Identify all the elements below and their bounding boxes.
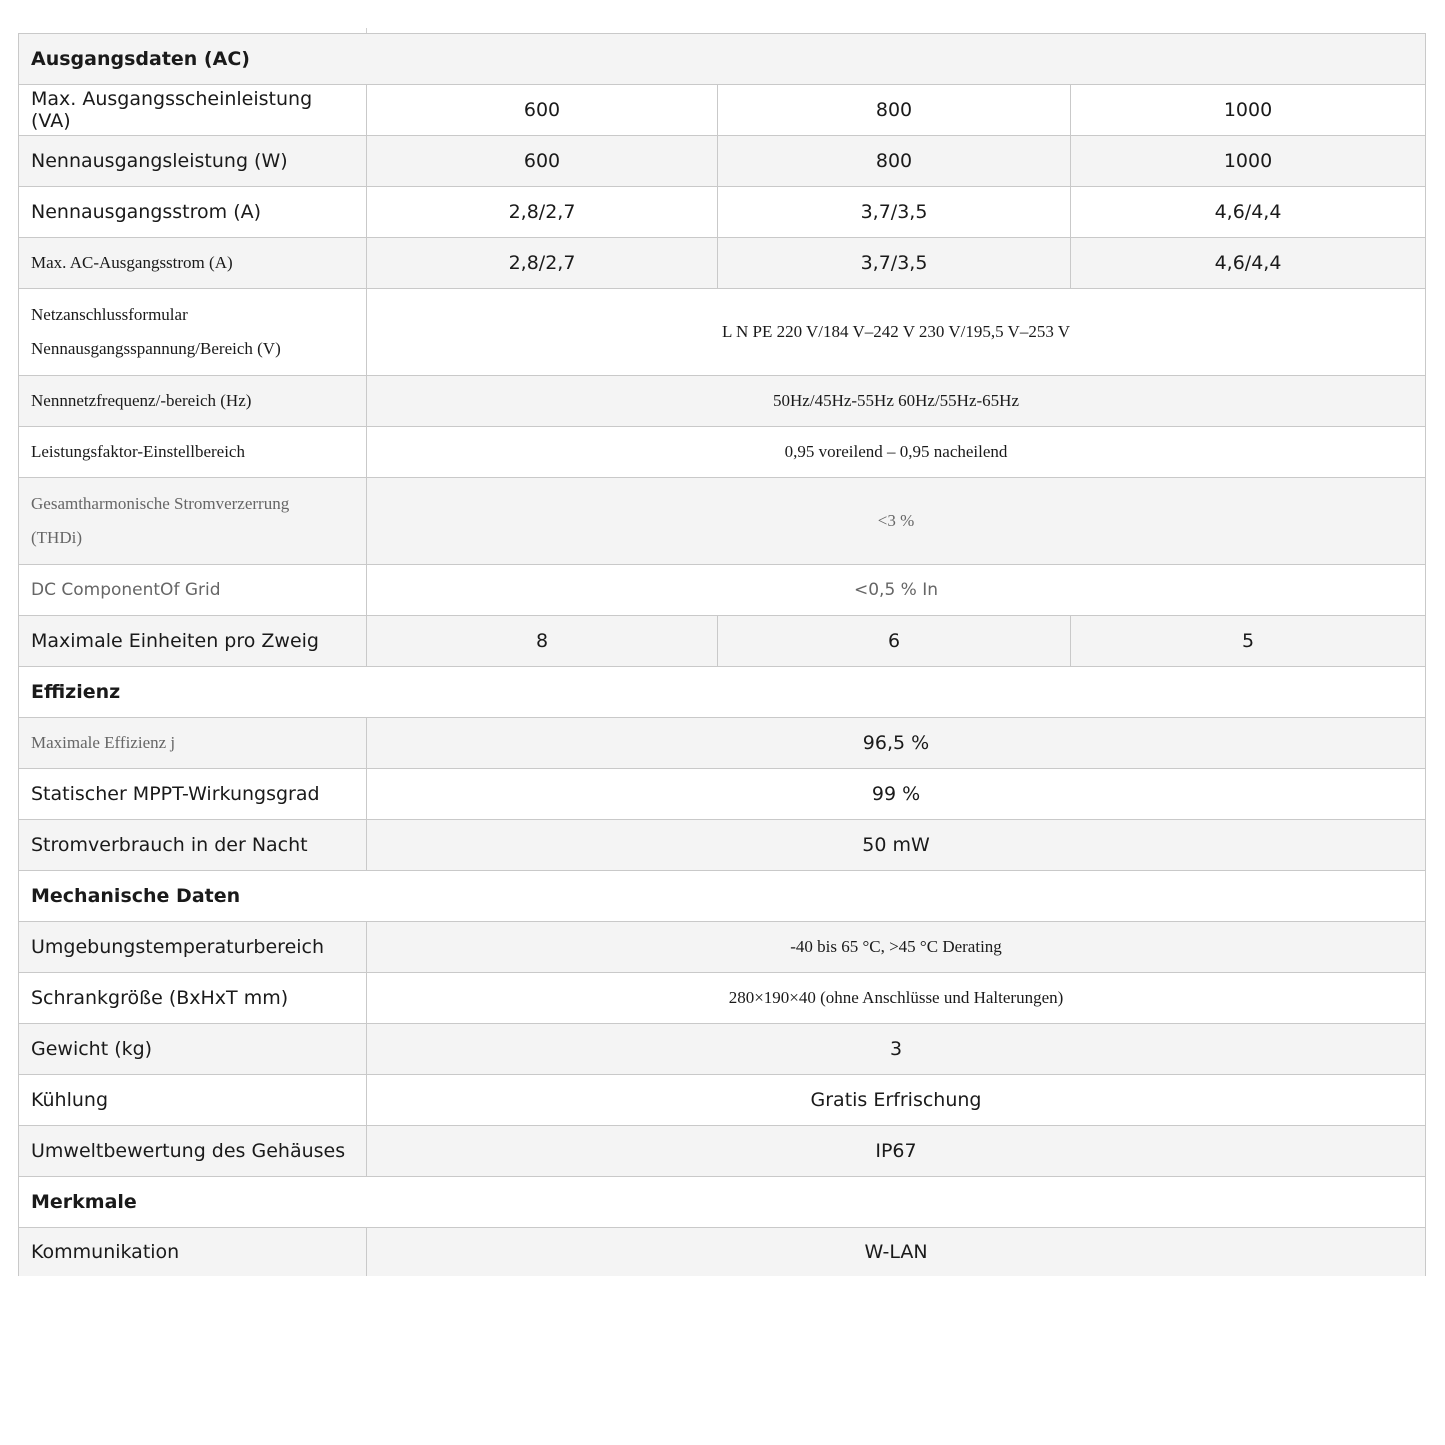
- value-1000: 1000: [1071, 85, 1426, 136]
- section-header-row: [19, 667, 1426, 718]
- row-value: 280×190×40 (ohne Anschlüsse und Halterungen): [367, 973, 1426, 1024]
- value-800: 3,7/3,5: [718, 238, 1071, 289]
- value-600: 8: [367, 616, 718, 667]
- table-row: [19, 922, 1426, 973]
- table-row: [19, 616, 1426, 667]
- row-label: Nennnetzfrequenz/-bereich (Hz): [19, 376, 367, 427]
- row-label: Statischer MPPT-Wirkungsgrad: [19, 769, 367, 820]
- row-value: 50 mW: [367, 820, 1426, 871]
- value-600: 600: [367, 136, 718, 187]
- row-label: Max. Ausgangsscheinleistung (VA): [19, 85, 367, 136]
- row-value: <0,5 % In: [367, 565, 1426, 616]
- table-row: [19, 289, 1426, 376]
- row-label: Stromverbrauch in der Nacht: [19, 820, 367, 871]
- table-row: [19, 973, 1426, 1024]
- row-label: Maximale Einheiten pro Zweig: [19, 616, 367, 667]
- row-label-line: Netzanschlussformular: [31, 305, 188, 324]
- section-header-row: [19, 1177, 1426, 1228]
- row-label: Leistungsfaktor-Einstellbereich: [19, 427, 367, 478]
- row-label: Umgebungstemperaturbereich: [19, 922, 367, 973]
- row-label: Nennausgangsstrom (A): [19, 187, 367, 238]
- row-value: 3: [367, 1024, 1426, 1075]
- table-row: [19, 187, 1426, 238]
- row-value: W-LAN: [367, 1228, 1426, 1276]
- table-row: [19, 136, 1426, 187]
- row-label: Kühlung: [19, 1075, 367, 1126]
- row-value: 99 %: [367, 769, 1426, 820]
- row-label: Kommunikation: [19, 1228, 367, 1276]
- table-row: [19, 1024, 1426, 1075]
- table-row: [19, 376, 1426, 427]
- value-1000: 4,6/4,4: [1071, 238, 1426, 289]
- row-value: <3 %: [367, 478, 1426, 565]
- value-600: 600: [367, 85, 718, 136]
- row-value: Gratis Erfrischung: [367, 1075, 1426, 1126]
- row-label-line: Gesamtharmonische Stromverzerrung: [31, 494, 290, 513]
- row-label: Gewicht (kg): [19, 1024, 367, 1075]
- value-800: 800: [718, 85, 1071, 136]
- table-row: [19, 478, 1426, 565]
- value-1000: 4,6/4,4: [1071, 187, 1426, 238]
- value-1000: 5: [1071, 616, 1426, 667]
- table-row: [19, 565, 1426, 616]
- table-row: [19, 238, 1426, 289]
- value-600: 2,8/2,7: [367, 187, 718, 238]
- row-label: Nennausgangsleistung (W): [19, 136, 367, 187]
- section-title-mechanical: Mechanische Daten: [19, 871, 1426, 922]
- row-label-line: Nennausgangsspannung/Bereich (V): [31, 339, 281, 358]
- section-header-row: [19, 34, 1426, 85]
- value-600: 2,8/2,7: [367, 238, 718, 289]
- table-row: [19, 718, 1426, 769]
- row-label-line: (THDi): [31, 528, 82, 547]
- table-row: [19, 1228, 1426, 1276]
- table-row: [19, 1126, 1426, 1177]
- row-label: Schrankgröße (BxHxT mm): [19, 973, 367, 1024]
- row-value: IP67: [367, 1126, 1426, 1177]
- section-title-features: Merkmale: [19, 1177, 1426, 1228]
- row-label: Max. AC-Ausgangsstrom (A): [19, 238, 367, 289]
- section-title-efficiency: Effizienz: [19, 667, 1426, 718]
- value-800: 800: [718, 136, 1071, 187]
- value-800: 6: [718, 616, 1071, 667]
- row-value: 96,5 %: [367, 718, 1426, 769]
- row-label: [19, 289, 367, 376]
- spec-table: [18, 33, 1426, 1276]
- row-value: L N PE 220 V/184 V–242 V 230 V/195,5 V–253 V: [367, 289, 1426, 376]
- table-row: [19, 1075, 1426, 1126]
- spec-table-container: [18, 33, 1425, 1276]
- table-row: [19, 427, 1426, 478]
- section-header-row: [19, 871, 1426, 922]
- value-800: 3,7/3,5: [718, 187, 1071, 238]
- row-label: Umweltbewertung des Gehäuses: [19, 1126, 367, 1177]
- row-value: 50Hz/45Hz-55Hz 60Hz/55Hz-65Hz: [367, 376, 1426, 427]
- row-label: [19, 478, 367, 565]
- row-value: 0,95 voreilend – 0,95 nacheilend: [367, 427, 1426, 478]
- table-row: [19, 85, 1426, 136]
- row-label: DC ComponentOf Grid: [19, 565, 367, 616]
- table-row: [19, 769, 1426, 820]
- value-1000: 1000: [1071, 136, 1426, 187]
- section-title-ac: Ausgangsdaten (AC): [19, 34, 1426, 85]
- row-value: -40 bis 65 °C, >45 °C Derating: [367, 922, 1426, 973]
- row-label: Maximale Effizienz j: [19, 718, 367, 769]
- table-row: [19, 820, 1426, 871]
